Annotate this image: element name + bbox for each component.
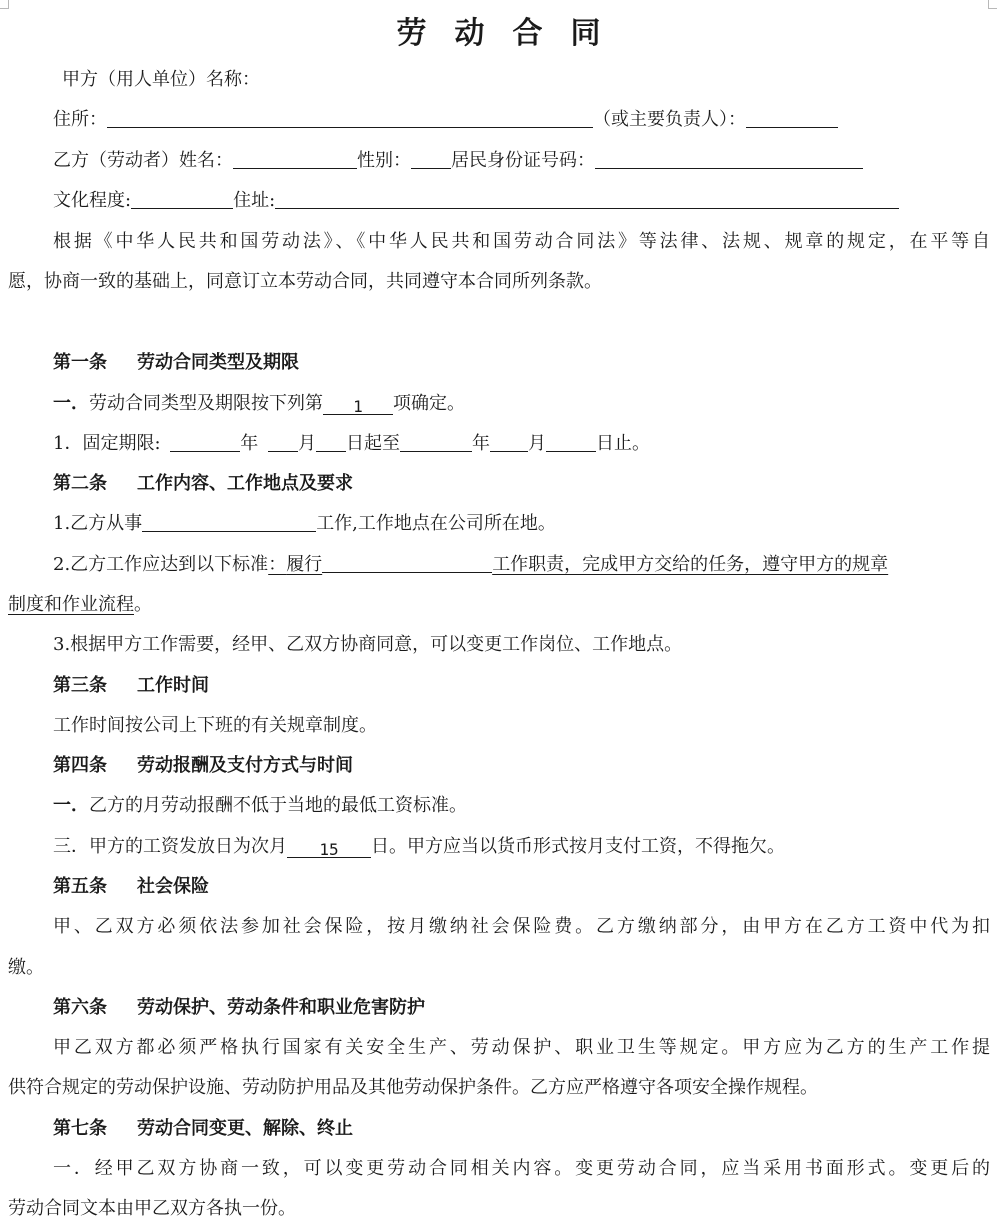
party-b-name-field[interactable] — [233, 148, 357, 169]
article-2-heading — [53, 471, 353, 497]
gender-field[interactable] — [411, 148, 451, 169]
article-2-item-3: 3.根据甲方工作需要，经甲、乙双方协商同意，可以变更工作岗位、工作地点。 — [53, 634, 683, 655]
article-2-item-2-text-c: 工作职责，完成甲方交给的任务，遵守甲方的规章 — [492, 554, 889, 575]
article-4-item-3-text-a: 甲方的工资发放日为次月 — [89, 836, 287, 857]
education-row — [53, 188, 899, 214]
party-b-row — [53, 148, 863, 174]
fixed-term-row — [53, 431, 650, 457]
article-2-item-1 — [53, 511, 556, 537]
article-1-item-1 — [53, 391, 465, 417]
article-5-line-2: 缴。 — [8, 957, 44, 978]
article-2-item-2-text-a: 2.乙方工作应达到以下标准 — [53, 554, 269, 575]
address-label: 住所： — [53, 109, 107, 130]
document-title: 劳动合同 — [396, 16, 629, 51]
article-1-number: 第一条 — [53, 352, 107, 373]
article-3-text: 工作时间按公司上下班的有关规章制度。 — [53, 715, 377, 736]
article-4-item-3-prefix: 三． — [53, 836, 89, 857]
duty-field[interactable] — [322, 552, 492, 573]
article-3-number: 第三条 — [53, 675, 107, 696]
id-label: 居民身份证号码： — [451, 150, 595, 171]
article-2-item-2-text-b: 履行 — [286, 554, 323, 575]
article-6-title: 劳动保护、劳动条件和职业危害防护 — [137, 997, 425, 1018]
contract-type-value: 1 — [353, 397, 363, 416]
article-1-heading — [53, 350, 299, 376]
article-5-line-1: 甲、乙双方必须依法参加社会保险，按月缴纳社会保险费。乙方缴纳部分，由甲方在乙方工资中代为扣 — [53, 916, 990, 937]
party-a-label: 甲方（用人单位）名称： — [62, 69, 260, 90]
article-1-item-1-text-a: 劳动合同类型及期限按下列第 — [89, 393, 323, 414]
fixed-term-label: 1．固定期限: — [53, 433, 161, 454]
article-1-item-1-text-b: 项确定。 — [393, 393, 465, 414]
address-row — [53, 107, 838, 133]
start-month-label: 月 — [298, 433, 316, 454]
residence-field[interactable] — [275, 188, 899, 209]
article-7-line-2: 劳动合同文本由甲乙双方各执一份。 — [8, 1198, 296, 1219]
article-6-heading — [53, 995, 425, 1021]
party-b-label: 乙方（劳动者）姓名： — [53, 150, 233, 171]
article-7-number: 第七条 — [53, 1118, 107, 1139]
article-5-number: 第五条 — [53, 876, 107, 897]
article-5-heading — [53, 874, 209, 900]
article-6-line-1: 甲乙双方都必须严格执行国家有关安全生产、劳动保护、职业卫生等规定。甲方应为乙方的生产工作提 — [53, 1037, 990, 1058]
article-5-title: 社会保险 — [137, 876, 209, 897]
article-4-item-3 — [53, 834, 785, 860]
article-3-heading — [53, 673, 209, 699]
article-4-item-3-text-b: 日。甲方应当以货币形式按月支付工资，不得拖欠。 — [371, 836, 785, 857]
article-7-line-1: 一．经甲乙双方协商一致，可以变更劳动合同相关内容。变更劳动合同，应当采用书面形式。变更后的 — [53, 1158, 990, 1179]
article-4-item-1-prefix: 一． — [53, 795, 89, 816]
article-2-item-2-text-d: 制度和作业流程 — [8, 594, 134, 615]
education-label: 文化程度: — [53, 190, 132, 211]
end-month-label: 月 — [528, 433, 546, 454]
article-2-item-1-text-b: 工作,工作地点在公司所在地。 — [316, 513, 556, 534]
article-1-title: 劳动合同类型及期限 — [137, 352, 299, 373]
contract-type-field[interactable] — [323, 394, 393, 415]
article-4-number: 第四条 — [53, 755, 107, 776]
article-4-item-1-text: 乙方的月劳动报酬不低于当地的最低工资标准。 — [89, 795, 467, 816]
article-7-heading — [53, 1116, 353, 1142]
article-3-title: 工作时间 — [137, 675, 209, 696]
payday-value: 15 — [319, 840, 339, 859]
gender-label: 性别： — [357, 150, 411, 171]
article-2-title: 工作内容、工作地点及要求 — [137, 473, 353, 494]
article-4-heading — [53, 753, 353, 779]
article-1-item-1-prefix: 一． — [53, 393, 89, 414]
end-year-field[interactable] — [400, 431, 472, 452]
article-7-title: 劳动合同变更、解除、终止 — [137, 1118, 353, 1139]
end-day-field[interactable] — [546, 431, 596, 452]
start-day-label: 日起至 — [346, 433, 400, 454]
responsible-field[interactable] — [746, 107, 838, 128]
address-field[interactable] — [107, 107, 593, 128]
end-year-label: 年 — [472, 433, 490, 454]
article-2-item-1-text-a: 1.乙方从事 — [53, 513, 143, 534]
party-a-row — [62, 67, 260, 93]
article-6-line-2: 供符合规定的劳动保护设施、劳动防护用品及其他劳动保护条件。乙方应严格遵守各项安全操作规程。 — [8, 1077, 818, 1098]
start-year-label: 年 — [240, 433, 259, 454]
article-6-number: 第六条 — [53, 997, 107, 1018]
start-month-field[interactable] — [268, 431, 298, 452]
article-4-item-1 — [53, 793, 467, 819]
article-2-item-2 — [53, 552, 990, 578]
preamble-line-2: 愿，协商一致的基础上，同意订立本劳动合同，共同遵守本合同所列条款。 — [8, 271, 602, 292]
article-4-title: 劳动报酬及支付方式与时间 — [137, 755, 353, 776]
article-2-number: 第二条 — [53, 473, 107, 494]
article-2-item-2-colon: ： — [268, 554, 287, 575]
article-2-item-2-end: 。 — [134, 594, 152, 615]
job-position-field[interactable] — [142, 511, 316, 532]
end-day-label: 日止。 — [596, 433, 650, 454]
start-day-field[interactable] — [316, 431, 346, 452]
responsible-label: （或主要负责人）： — [593, 109, 746, 130]
residence-label: 住址: — [233, 190, 276, 211]
end-month-field[interactable] — [490, 431, 528, 452]
start-year-field[interactable] — [170, 431, 240, 452]
education-field[interactable] — [131, 188, 233, 209]
id-number-field[interactable] — [595, 148, 863, 169]
payday-field[interactable] — [287, 837, 371, 858]
preamble-line-1: 根据《中华人民共和国劳动法》、《中华人民共和国劳动合同法》等法律、法规、规章的规定，在平等自 — [53, 231, 990, 252]
article-2-item-2-continued — [8, 592, 152, 618]
